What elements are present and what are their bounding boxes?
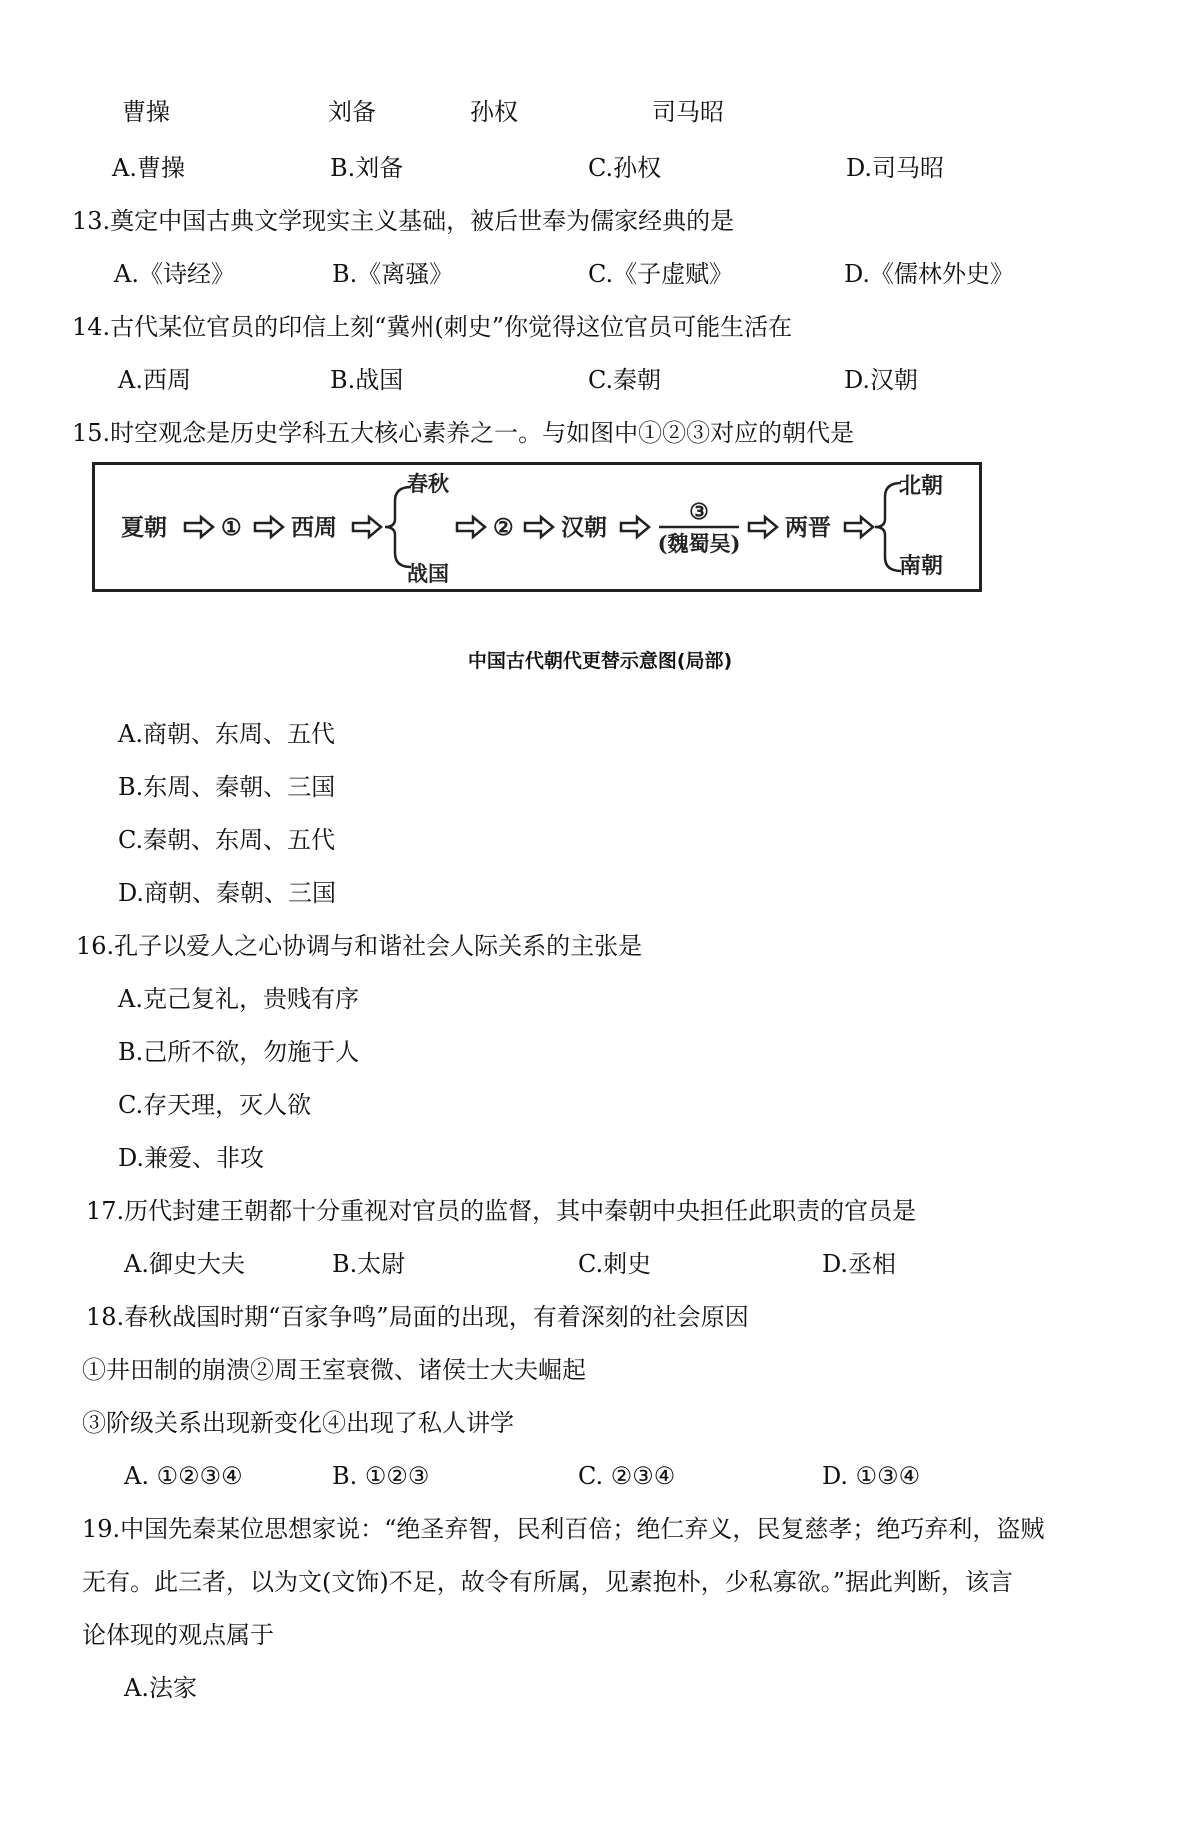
diagram-xizhou: 西周 xyxy=(291,514,337,541)
arrow-icon xyxy=(255,517,283,537)
arrow-icon xyxy=(525,517,553,537)
name-simazhao: 司马昭 xyxy=(652,98,724,126)
q17-option-d: D.丞相 xyxy=(822,1250,897,1278)
diagram-weishuwu: (魏蜀吴) xyxy=(657,531,741,556)
name-liubei: 刘备 xyxy=(328,98,376,126)
q18-option-a: A. ①②③④ xyxy=(124,1462,243,1490)
q16-option-d: D.兼爱、非攻 xyxy=(118,1144,265,1172)
arrow-icon xyxy=(457,517,485,537)
q13-option-d: D.《儒林外史》 xyxy=(844,260,1015,288)
arrow-icon xyxy=(185,517,213,537)
q19-stem-line-2: 无有。此三者，以为文(文饰)不足，故令有所属，见素抱朴，少私寡欲。”据此判断，该言 xyxy=(82,1568,1013,1596)
q14-option-a: A.西周 xyxy=(118,366,191,394)
dynasty-diagram xyxy=(92,462,982,592)
diagram-beichao: 北朝 xyxy=(899,473,944,499)
q18-option-c: C. ②③④ xyxy=(578,1462,676,1490)
q15-stem: 15.时空观念是历史学科五大核心素养之一。与如图中①②③对应的朝代是 xyxy=(72,419,855,447)
q16-option-b: B.己所不欲，勿施于人 xyxy=(118,1038,360,1066)
diagram-nanchao: 南朝 xyxy=(899,553,944,579)
diagram-circle-2: ② xyxy=(493,514,514,541)
q15-option-c: C.秦朝、东周、五代 xyxy=(118,826,336,854)
q14-option-d: D.汉朝 xyxy=(844,366,919,394)
diagram-circle-3: ③ xyxy=(689,499,709,525)
diagram-zhanguo: 战国 xyxy=(407,561,449,586)
arrow-icon xyxy=(353,517,381,537)
q17-option-c: C.刺史 xyxy=(578,1250,652,1278)
q12-option-d: D.司马昭 xyxy=(846,154,945,182)
q12-option-c: C.孙权 xyxy=(588,154,662,182)
name-caocao: 曹操 xyxy=(122,98,170,126)
q18-reason-line-2: ③阶级关系出现新变化④出现了私人讲学 xyxy=(82,1409,514,1437)
q16-option-c: C.存天理，灭人欲 xyxy=(118,1091,312,1119)
brace-icon xyxy=(385,487,411,567)
q17-option-a: A.御史大夫 xyxy=(124,1250,245,1278)
q17-stem: 17.历代封建王朝都十分重视对官员的监督，其中秦朝中央担任此职责的官员是 xyxy=(86,1197,917,1225)
q13-option-a: A.《诗经》 xyxy=(114,260,235,288)
q13-option-b: B.《离骚》 xyxy=(332,260,454,288)
q14-option-b: B.战国 xyxy=(330,366,404,394)
brace-icon xyxy=(875,483,901,571)
q13-stem: 13.奠定中国古典文学现实主义基础，被后世奉为儒家经典的是 xyxy=(72,207,735,235)
arrow-icon xyxy=(845,517,873,537)
diagram-circle-1: ① xyxy=(221,514,242,541)
diagram-xia: 夏朝 xyxy=(121,514,167,541)
diagram-caption: 中国古代朝代更替示意图(局部) xyxy=(467,650,733,672)
q15-option-d: D.商朝、秦朝、三国 xyxy=(118,879,337,907)
q19-option-a: A.法家 xyxy=(124,1674,197,1702)
diagram-xijin: 两晋 xyxy=(785,514,831,541)
q19-stem-line-1: 19.中国先秦某位思想家说：“绝圣弃智，民利百倍；绝仁弃义，民复慈孝；绝巧弃利，盗贼 xyxy=(82,1515,1045,1543)
q14-option-c: C.秦朝 xyxy=(588,366,662,394)
dynasty-diagram-svg xyxy=(95,465,979,589)
q14-stem: 14.古代某位官员的印信上刻“冀州(刺史”你觉得这位官员可能生活在 xyxy=(72,313,793,341)
q15-option-a: A.商朝、东周、五代 xyxy=(118,720,335,748)
q19-stem-line-3: 论体现的观点属于 xyxy=(82,1621,274,1649)
diagram-han: 汉朝 xyxy=(561,514,607,541)
q18-option-d: D. ①③④ xyxy=(822,1462,921,1490)
q16-option-a: A.克己复礼，贵贱有序 xyxy=(118,985,359,1013)
q13-option-c: C.《子虚赋》 xyxy=(588,260,734,288)
q18-option-b: B. ①②③ xyxy=(332,1462,430,1490)
arrow-icon xyxy=(749,517,777,537)
q17-option-b: B.太尉 xyxy=(332,1250,406,1278)
q12-option-a: A.曹操 xyxy=(112,154,185,182)
q16-stem: 16.孔子以爱人之心协调与和谐社会人际关系的主张是 xyxy=(76,932,643,960)
arrow-icon xyxy=(621,517,649,537)
q12-option-b: B.刘备 xyxy=(330,154,404,182)
diagram-chunqiu: 春秋 xyxy=(407,471,449,496)
q18-stem: 18.春秋战国时期“百家争鸣”局面的出现，有着深刻的社会原因 xyxy=(86,1303,749,1331)
name-sunquan: 孙权 xyxy=(470,98,518,126)
q18-reason-line-1: ①井田制的崩溃②周王室衰微、诸侯士大夫崛起 xyxy=(82,1356,586,1384)
q15-option-b: B.东周、秦朝、三国 xyxy=(118,773,336,801)
